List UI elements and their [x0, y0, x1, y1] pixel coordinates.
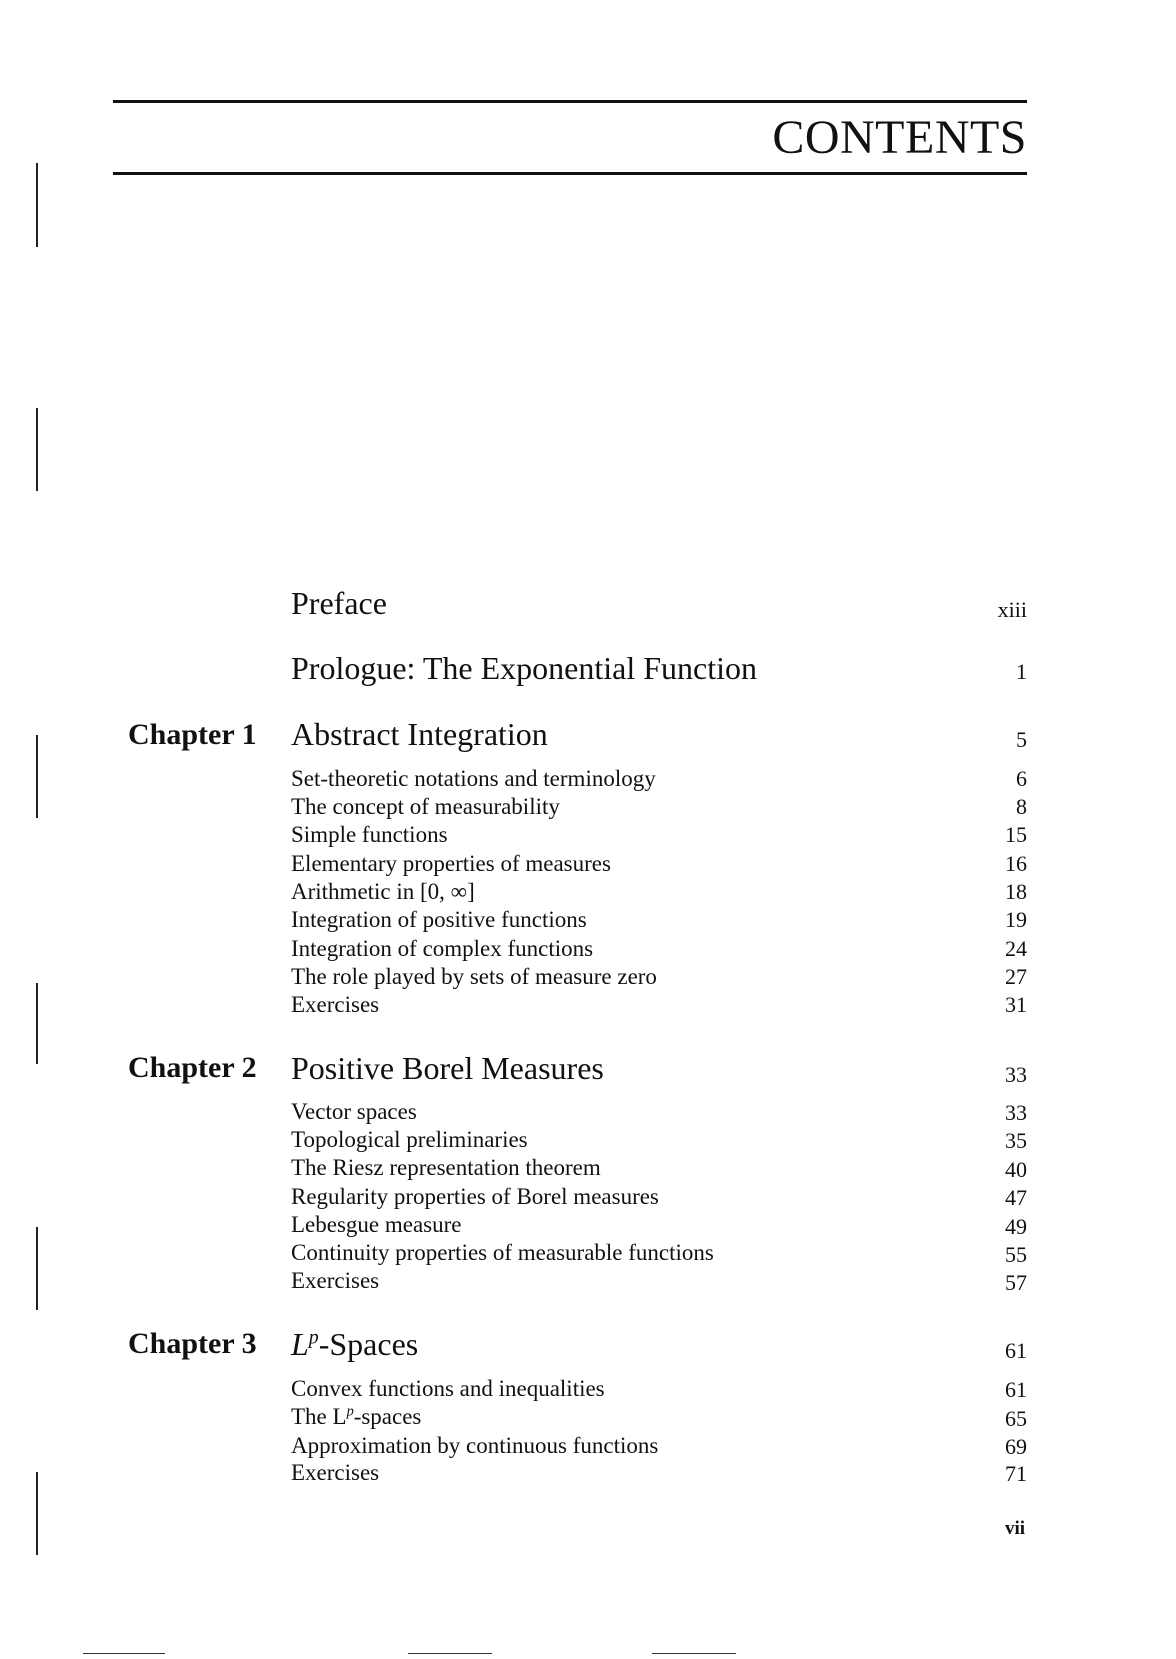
header-bottom-rule — [113, 172, 1027, 175]
toc-entry[interactable]: Continuity properties of measurable functions — [291, 1240, 714, 1265]
toc-entry-page: 19 — [1005, 907, 1027, 932]
toc-entry-page: 8 — [1016, 794, 1027, 819]
chapter-3-label: Chapter 3 — [128, 1327, 257, 1360]
toc-entry[interactable]: Topological preliminaries — [291, 1127, 528, 1152]
margin-bar — [36, 408, 38, 491]
header-top-rule — [113, 100, 1027, 103]
footer-line — [652, 1653, 736, 1654]
toc-entry-suffix: -spaces — [353, 1404, 422, 1429]
margin-bar — [36, 1472, 38, 1555]
page-number: vii — [1004, 1518, 1025, 1539]
chapter-3-title-prefix: L — [291, 1326, 309, 1362]
toc-entry[interactable]: Integration of complex functions — [291, 936, 594, 961]
chapter-2-label: Chapter 2 — [128, 1051, 257, 1084]
toc-entry-page: 31 — [1005, 992, 1027, 1017]
chapter-1-title[interactable]: Abstract Integration — [291, 716, 548, 752]
toc-entry[interactable]: Exercises — [291, 992, 380, 1017]
toc-entry-page: 27 — [1005, 964, 1027, 989]
toc-entry[interactable]: The concept of measurability — [291, 794, 560, 819]
toc-entry[interactable]: Lebesgue measure — [291, 1212, 462, 1237]
toc-entry[interactable]: The Riesz representation theorem — [291, 1155, 601, 1180]
toc-entry[interactable]: Set-theoretic notations and terminology — [291, 766, 656, 791]
toc-entry[interactable]: Regularity properties of Borel measures — [291, 1184, 659, 1209]
chapter-2-title[interactable]: Positive Borel Measures — [291, 1050, 604, 1086]
toc-entry-page: 33 — [1005, 1100, 1027, 1125]
toc-entry-sup: p — [346, 1403, 354, 1420]
toc-entry-prefix: The L — [291, 1404, 347, 1429]
toc-entry[interactable] — [291, 1404, 421, 1430]
chapter-3-title[interactable] — [291, 1326, 418, 1363]
toc-entry-page: 61 — [1005, 1377, 1027, 1402]
toc-entry-page: 35 — [1005, 1128, 1027, 1153]
footer-line — [408, 1653, 492, 1654]
chapter-1-page: 5 — [1016, 727, 1027, 752]
toc-entry[interactable]: Exercises — [291, 1460, 380, 1485]
chapter-1-label: Chapter 1 — [128, 718, 257, 751]
toc-entry[interactable]: Convex functions and inequalities — [291, 1376, 605, 1401]
page-title: CONTENTS — [772, 111, 1027, 164]
toc-entry-page: 15 — [1005, 822, 1027, 847]
toc-entry-page: 57 — [1005, 1270, 1027, 1295]
chapter-3-page: 61 — [1005, 1338, 1027, 1363]
toc-entry-page: 16 — [1005, 851, 1027, 876]
toc-entry[interactable]: Exercises — [291, 1268, 380, 1293]
toc-entry[interactable]: Arithmetic in [0, ∞] — [291, 879, 475, 904]
margin-bar — [36, 163, 38, 247]
toc-entry[interactable]: The role played by sets of measure zero — [291, 964, 657, 989]
toc-entry-page: 69 — [1005, 1434, 1027, 1459]
toc-entry-page: 40 — [1005, 1157, 1027, 1182]
footer-line — [83, 1653, 165, 1654]
toc-entry-page: 47 — [1005, 1185, 1027, 1210]
chapter-3-title-suffix: -Spaces — [318, 1326, 419, 1362]
toc-entry-page: 55 — [1005, 1242, 1027, 1267]
toc-entry[interactable]: Elementary properties of measures — [291, 851, 611, 876]
toc-entry-page: 49 — [1005, 1214, 1027, 1239]
toc-entry-page: 18 — [1005, 879, 1027, 904]
chapter-3-title-sup: p — [308, 1326, 319, 1349]
toc-entry[interactable]: Vector spaces — [291, 1099, 417, 1124]
margin-bar — [36, 735, 38, 818]
prologue-page: 1 — [1016, 659, 1027, 684]
toc-entry-page: 65 — [1005, 1406, 1027, 1431]
preface-page: xiii — [997, 597, 1027, 622]
margin-bar — [36, 1227, 38, 1310]
toc-entry[interactable]: Simple functions — [291, 822, 448, 847]
toc-entry[interactable]: Approximation by continuous functions — [291, 1433, 659, 1458]
preface-title[interactable]: Preface — [291, 585, 387, 621]
toc-entry[interactable]: Integration of positive functions — [291, 907, 587, 932]
toc-entry-page: 6 — [1016, 766, 1027, 791]
margin-bar — [36, 983, 38, 1064]
toc-entry-page: 24 — [1005, 936, 1027, 961]
chapter-2-page: 33 — [1005, 1062, 1027, 1087]
toc-entry-page: 71 — [1005, 1461, 1027, 1486]
prologue-title[interactable]: Prologue: The Exponential Function — [291, 650, 758, 686]
